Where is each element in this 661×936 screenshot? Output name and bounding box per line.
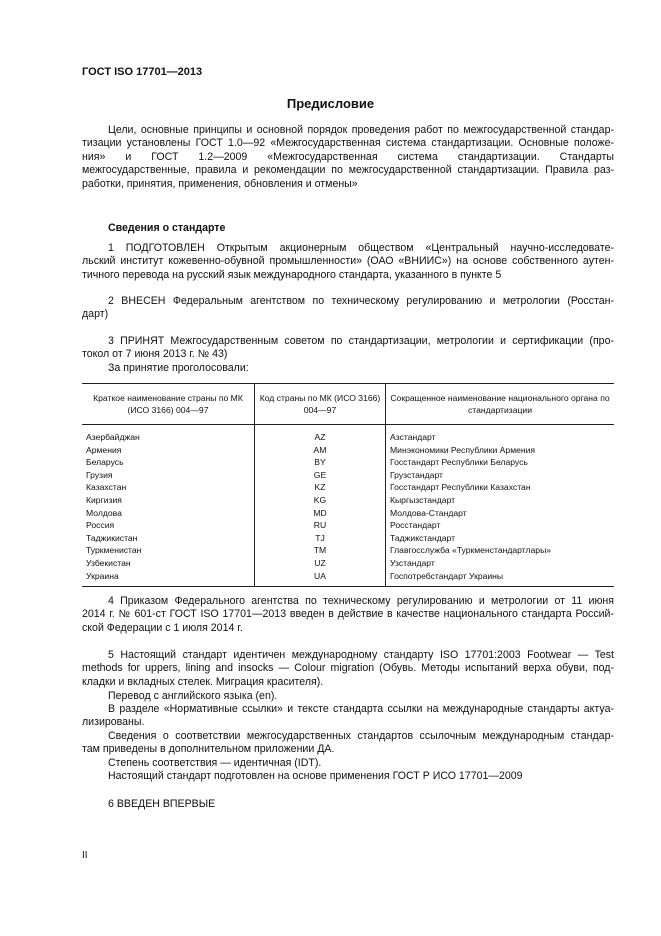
cell-code: TM [255, 544, 386, 557]
table-row [82, 570, 614, 587]
text-line: В разделе «Нормативные ссылки» и тексте стандарта ссылки на международные стандарты актуа- [108, 703, 614, 715]
cell-code: AZ [255, 425, 386, 444]
cell-code: UZ [255, 557, 386, 570]
table-row [82, 481, 614, 494]
references-paragraph [82, 703, 614, 730]
text-line: межгосударственные, правила и рекомендации по межгосударственной стандартизации. Правила раз- [82, 164, 614, 177]
text-line: 2 ВНЕСЕН Федеральным агентством по техническому регулированию и метрологии (Росстан- [108, 295, 614, 307]
table-row [82, 425, 614, 444]
item-1-paragraph [82, 242, 614, 282]
cell-code: UA [255, 570, 386, 587]
cell-code: BY [255, 456, 386, 469]
cell-country: Молдова [86, 507, 122, 518]
item-6-line: 6 ВВЕДЕН ВПЕРВЫЕ [108, 798, 216, 810]
cell-country: Грузия [86, 469, 113, 480]
cell-body: Таджикстандарт [386, 532, 615, 545]
cell-body: Узстандарт [386, 557, 615, 570]
text-line: 4 Приказом Федерального агентства по техническому регулированию и метрологии от 11 июня [108, 595, 614, 607]
cell-country: Туркменистан [86, 545, 142, 556]
cell-body: Росстандарт [386, 519, 615, 532]
degree-line: Степень соответствия — идентичная (IDT). [108, 757, 322, 769]
cell-body: Азстандарт [386, 425, 615, 444]
item-4-paragraph [82, 595, 614, 635]
table-row [82, 469, 614, 482]
column-header-country: Краткое наименование страны по МК (ИСО 3166) 004—97 [82, 384, 255, 425]
cell-code: RU [255, 519, 386, 532]
cell-body: Госпотребстандарт Украины [386, 570, 615, 587]
text-line: Цели, основные принципы и основной порядок проведения работ по межгосударственной стандар- [108, 124, 614, 136]
cell-code: TJ [255, 532, 386, 545]
column-header-body: Сокращенное наименование национального органа по стандартизации [386, 384, 615, 425]
info-paragraph [82, 730, 614, 757]
cell-body: Главгосслужба «Туркменстандартлары» [386, 544, 615, 557]
text-line: 2014 г. № 601-ст ГОСТ ISO 17701—2013 введен в действие в качестве национального стандарта Россий- [82, 608, 614, 621]
table-row [82, 456, 614, 469]
cell-country: Украина [82, 570, 255, 587]
table-row [82, 519, 614, 532]
table-row [82, 544, 614, 557]
page-title: Предисловие [286, 96, 375, 111]
translation-line: Перевод с английского языка (en). [108, 690, 278, 702]
text-line: ния» и ГОСТ 1.2—2009 «Межгосударственная система стандартизации. Стандарты [82, 150, 614, 163]
cell-code: GE [255, 469, 386, 482]
text-line: ской Федерации с 1 июля 2014 г. [82, 621, 243, 634]
page-number: II [82, 850, 88, 861]
text-line: там приведены в дополнительном приложении ДА. [82, 743, 335, 756]
cell-country: Беларусь [86, 457, 124, 468]
text-line: кладки и вкладных стелек. Миграция красителя). [82, 675, 324, 688]
table-row [82, 494, 614, 507]
cell-body: Госстандарт Республики Беларусь [386, 456, 615, 469]
cell-code: AM [255, 444, 386, 457]
cell-country: Азербайджан [86, 432, 140, 442]
cell-country: Казахстан [86, 482, 127, 493]
cell-body: Госстандарт Республики Казахстан [386, 481, 615, 494]
text-line: токол от 7 июня 2013 г. № 43) [82, 348, 228, 361]
voted-line: За принятие проголосовали: [108, 362, 249, 374]
cell-country: Узбекистан [86, 557, 131, 568]
basis-line: Настоящий стандарт подготовлен на основе применения ГОСТ Р ИСО 17701—2009 [108, 770, 523, 782]
text-line: дарт) [82, 308, 109, 321]
cell-country: Армения [86, 444, 122, 455]
cell-country: Киргизия [86, 494, 122, 505]
cell-country: Россия [86, 520, 115, 531]
text-line: methods for uppers, lining and insocks — Colour migration (Обувь. Методы испытаний верха обуви, под- [82, 662, 614, 675]
intro-paragraph [82, 124, 614, 191]
voting-countries-table [82, 383, 614, 587]
table-header-row [82, 384, 614, 425]
cell-body: Грузстандарт [386, 469, 615, 482]
text-line: работки, принятия, применения, обновления и отмены» [82, 177, 358, 190]
table-row [82, 557, 614, 570]
text-line: лизированы. [82, 716, 145, 729]
text-line: Сведения о соответствии межгосударственных стандартов ссылочным международным стандар- [108, 730, 614, 742]
cell-body: Кыргызстандарт [386, 494, 615, 507]
item-5-paragraph [82, 649, 614, 689]
text-line: 5 Настоящий стандарт идентичен международному стандарту ISO 17701:2003 Footwear — Test [108, 649, 614, 661]
table-row [82, 507, 614, 520]
text-line: 3 ПРИНЯТ Межгосударственным советом по стандартизации, метрологии и сертификации (про- [108, 335, 614, 347]
cell-body: Молдова-Стандарт [386, 507, 615, 520]
cell-body: Минэкономики Республики Армения [386, 444, 615, 457]
item-3-paragraph [82, 335, 614, 362]
document-id: ГОСТ ISO 17701—2013 [82, 66, 203, 78]
cell-code: KZ [255, 481, 386, 494]
cell-country: Таджикистан [86, 532, 138, 543]
item-2-paragraph [82, 295, 614, 322]
table-row [82, 532, 614, 545]
text-line: тичного перевода на русский язык международного стандарта, указанного в пункте 5 [82, 268, 502, 281]
column-header-code: Код страны по МК (ИСО 3166) 004—97 [255, 384, 386, 425]
cell-code: MD [255, 507, 386, 520]
cell-code: KG [255, 494, 386, 507]
text-line: льский институт кожевенно-обувной промышленности» (ОАО «ВНИИС») на основе собственного аутен- [82, 255, 614, 268]
text-line: тизации установлены ГОСТ 1.0—92 «Межгосударственная система стандартизации. Основные положе- [82, 137, 614, 150]
text-line: 1 ПОДГОТОВЛЕН Открытым акционерным обществом «Центральный научно-исследовате- [108, 242, 614, 254]
section-title: Сведения о стандарте [108, 222, 226, 234]
table-row [82, 444, 614, 457]
